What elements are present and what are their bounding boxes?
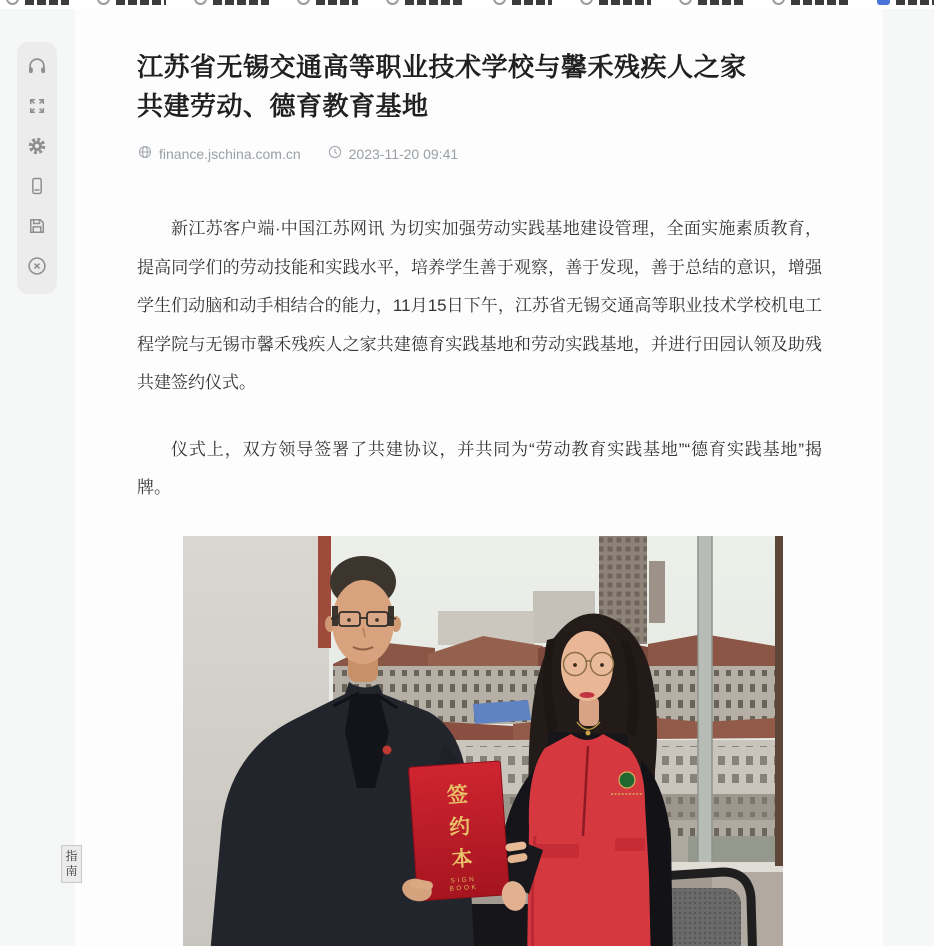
bookmark-item[interactable] xyxy=(877,0,934,5)
bookmark-label-clipped xyxy=(116,0,166,5)
globe-icon xyxy=(679,0,692,5)
globe-icon xyxy=(580,0,593,5)
app-icon-blue xyxy=(877,0,890,5)
reader-tool-rail xyxy=(17,42,57,294)
save-button[interactable] xyxy=(17,206,57,246)
published-item xyxy=(327,144,459,163)
book-char-3: 本 xyxy=(450,845,474,871)
bookmark-label-clipped xyxy=(25,0,69,5)
paragraph-2: 仪式上，双方领导签署了共建协议，并共同为“劳动教育实践基地”“德育实践基地”揭牌。 xyxy=(137,439,822,497)
close-circle-icon xyxy=(26,255,48,277)
bookmark-label-clipped xyxy=(698,0,744,5)
page-title xyxy=(137,48,822,126)
globe-icon xyxy=(493,0,506,5)
bookmark-label-clipped xyxy=(599,0,651,5)
globe-icon xyxy=(137,144,153,163)
published-text: 2023-11-20 09:41 xyxy=(348,145,459,162)
mobile-view-button[interactable] xyxy=(17,166,57,206)
globe-icon xyxy=(772,0,785,5)
settings-gear-icon xyxy=(26,135,48,157)
globe-icon xyxy=(6,0,19,5)
globe-icon xyxy=(297,0,310,5)
bookmark-label-clipped xyxy=(213,0,269,5)
bookmark-item[interactable] xyxy=(6,0,69,5)
book-subtitle-1: SIGN xyxy=(450,875,477,885)
bookmarks-row xyxy=(6,0,934,8)
bookmark-item[interactable] xyxy=(297,0,358,5)
browser-bookmarks-bar xyxy=(0,0,934,9)
paragraph-1: 新江苏客户端·中国江苏网讯 为切实加强劳动实践基地建设管理，全面实施素质教育，提高同学们的劳动技能和实践水平，培养学生善于观察，善于发现，善于总结的意识，增强学生们动脑和动手相结合的能力，11月15日下午，江苏省无锡交通高等职业技术学校机电工程学院与无锡市馨禾残疾人之家共建德育实践基地和劳动实践基地，并进行田园认领及助残共建签约仪式。 xyxy=(137,219,822,392)
bookmark-label-clipped xyxy=(512,0,552,5)
bookmark-item[interactable] xyxy=(97,0,166,5)
save-icon xyxy=(27,216,47,236)
source-text: finance.jschina.com.cn xyxy=(159,145,301,162)
bookmark-item[interactable] xyxy=(772,0,849,5)
guide-tab[interactable]: 指南 xyxy=(61,845,82,883)
settings-button[interactable] xyxy=(17,126,57,166)
sign-book-shape xyxy=(408,760,509,900)
mobile-icon xyxy=(27,176,47,196)
bookmark-item[interactable] xyxy=(386,0,465,5)
bookmark-item[interactable] xyxy=(679,0,744,5)
globe-icon xyxy=(97,0,110,5)
globe-icon xyxy=(386,0,399,5)
article-card xyxy=(75,9,883,946)
article-photo xyxy=(183,536,783,946)
title-line-1: 江苏省无锡交通高等职业技术学校与馨禾残疾人之家 xyxy=(137,52,747,82)
clock-icon xyxy=(327,144,343,163)
listen-button[interactable] xyxy=(17,46,57,86)
bookmark-label-clipped xyxy=(316,0,358,5)
bookmark-label-clipped xyxy=(791,0,849,5)
bookmark-item[interactable] xyxy=(493,0,552,5)
headphones-icon xyxy=(26,55,48,77)
bookmark-item[interactable] xyxy=(580,0,651,5)
fullscreen-icon xyxy=(27,96,47,116)
book-char-1: 签 xyxy=(446,781,469,808)
fullscreen-button[interactable] xyxy=(17,86,57,126)
source-item xyxy=(137,144,301,163)
book-char-2: 约 xyxy=(448,813,472,840)
globe-icon xyxy=(194,0,207,5)
article-meta xyxy=(137,144,822,163)
book-subtitle-2: BOOK xyxy=(449,883,479,893)
bookmark-label-clipped xyxy=(896,0,934,5)
article-body xyxy=(137,210,822,946)
title-line-2: 共建劳动、德育教育基地 xyxy=(137,91,429,121)
close-button[interactable] xyxy=(17,246,57,286)
bookmark-label-clipped xyxy=(405,0,465,5)
bookmark-item[interactable] xyxy=(194,0,269,5)
